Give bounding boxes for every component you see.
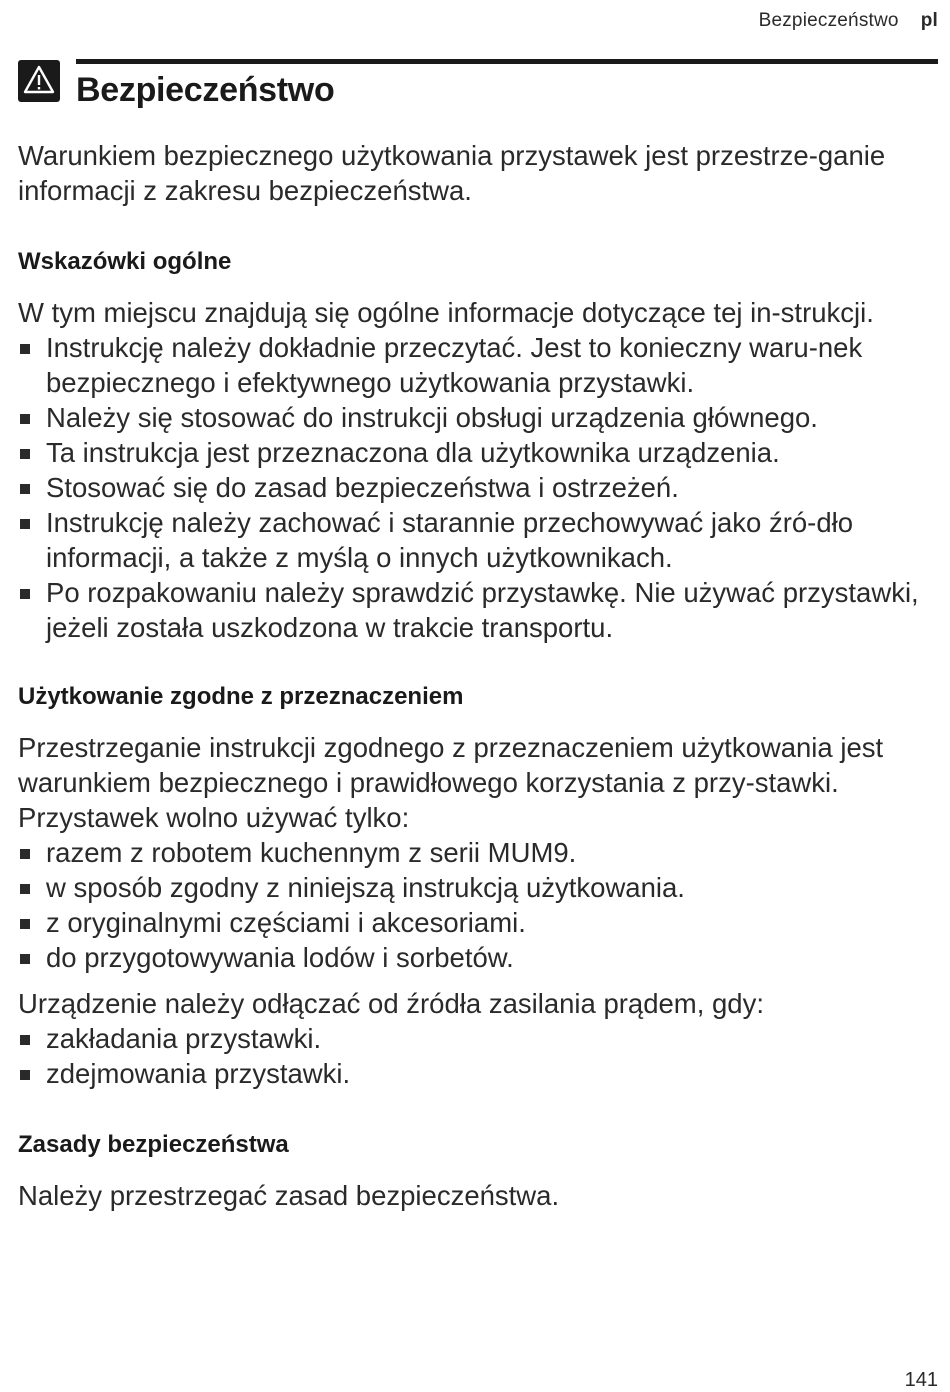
list-item: Należy się stosować do instrukcji obsługi urządzenia głównego. [18, 400, 940, 435]
bullet-icon [20, 849, 30, 859]
list-item: Instrukcję należy dokładnie przeczytać. Jest to konieczny waru-nek bezpiecznego i efektywnego użytkowania przystawki. [18, 330, 926, 400]
bullet-icon [20, 1035, 30, 1045]
bullet-icon [20, 414, 30, 424]
list-item: Ta instrukcja jest przeznaczona dla użytkownika urządzenia. [18, 435, 940, 470]
list-item: zakładania przystawki. [18, 1021, 940, 1056]
list-item: w sposób zgodny z niniejszą instrukcją użytkowania. [18, 870, 940, 905]
page-title: Bezpieczeństwo [76, 71, 335, 109]
bullet-icon [20, 519, 30, 529]
list-item: Stosować się do zasad bezpieczeństwa i ostrzeżeń. [18, 470, 940, 505]
content [18, 138, 940, 1213]
running-header [759, 10, 938, 32]
list-item: zdejmowania przystawki. [18, 1056, 940, 1091]
intended-use-only-label: Przystawek wolno używać tylko: [18, 802, 410, 833]
disconnect-list [18, 1021, 940, 1091]
intended-use-text: Przestrzeganie instrukcji zgodnego z przeznaczeniem użytkowania jest warunkiem bezpiecznego i prawidłowego korzystania z przy-stawki. [18, 732, 884, 798]
page-number: 141 [904, 1369, 938, 1391]
list-item: Po rozpakowaniu należy sprawdzić przystawkę. Nie używać przystawki, jeżeli została uszkodzona w trakcie transportu. [18, 575, 926, 645]
bullet-icon [20, 344, 30, 354]
bullet-icon [20, 484, 30, 494]
general-list [18, 330, 940, 645]
bullet-icon [20, 919, 30, 929]
bullet-icon [20, 449, 30, 459]
warning-icon [18, 60, 60, 102]
general-heading: Wskazówki ogólne [18, 248, 232, 275]
bullet-icon [20, 954, 30, 964]
list-item: do przygotowywania lodów i sorbetów. [18, 940, 940, 975]
disconnect-label: Urządzenie należy odłączać od źródła zasilania prądem, gdy: [18, 988, 764, 1019]
intro-paragraph: Warunkiem bezpiecznego użytkowania przystawek jest przestrze-ganie informacji z zakresu bezpieczeństwa. [18, 140, 886, 206]
header-section: Bezpieczeństwo [758, 10, 899, 31]
intended-use-heading: Użytkowanie zgodne z przeznaczeniem [18, 683, 464, 710]
list-item: Instrukcję należy zachować i starannie przechowywać jako źró-dło informacji, a także z myślą o innych użytkownikach. [18, 505, 926, 575]
rules-text: Należy przestrzegać zasad bezpieczeństwa. [18, 1180, 560, 1211]
rules-heading: Zasady bezpieczeństwa [18, 1131, 289, 1158]
bullet-icon [20, 884, 30, 894]
general-text: W tym miejscu znajdują się ogólne informacje dotyczące tej in-strukcji. [18, 297, 874, 328]
intended-use-list [18, 835, 940, 975]
bullet-icon [20, 1070, 30, 1080]
list-item: z oryginalnymi częściami i akcesoriami. [18, 905, 940, 940]
bullet-icon [20, 589, 30, 599]
list-item: razem z robotem kuchennym z serii MUM9. [18, 835, 940, 870]
title-rule [76, 59, 938, 64]
language-code: pl [920, 10, 938, 31]
